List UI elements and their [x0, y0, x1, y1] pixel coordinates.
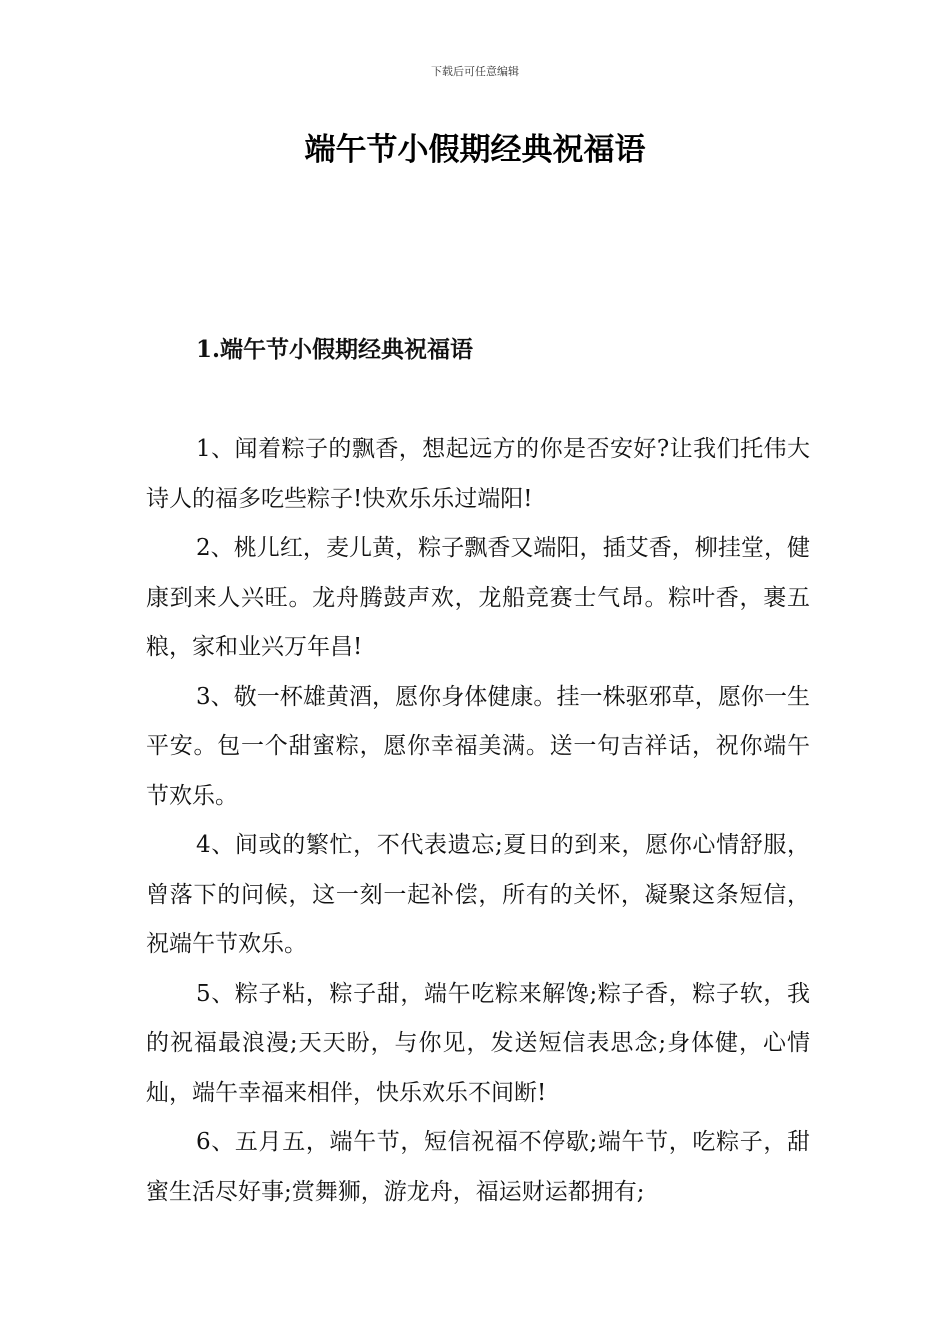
- paragraph-1: 1、闻着粽子的飘香，想起远方的你是否安好?让我们托伟大诗人的福多吃些粽子!快欢乐乐过端阳!: [146, 436, 810, 512]
- header-note: 下载后可任意编辑: [431, 65, 519, 78]
- paragraph-4: 4、间或的繁忙，不代表遗忘;夏日的到来，愿你心情舒服，曾落下的问候，这一刻一起补偿，所有的关怀，凝聚这条短信，祝端午节欢乐。: [146, 832, 810, 957]
- paragraph-5: 5、粽子粘，粽子甜，端午吃粽来解馋;粽子香，粽子软，我的祝福最浪漫;天天盼，与你见，发送短信表思念;身体健，心情灿，端午幸福来相伴，快乐欢乐不间断!: [146, 980, 810, 1106]
- document-body: [146, 425, 810, 1217]
- paragraph-3: 3、敬一杯雄黄酒，愿你身体健康。挂一株驱邪草，愿你一生平安。包一个甜蜜粽，愿你幸福美满。送一句吉祥话，祝你端午节欢乐。: [146, 683, 810, 809]
- document-title: 端午节小假期经典祝福语: [304, 132, 646, 168]
- paragraph-2: 2、桃儿红，麦儿黄，粽子飘香又端阳，插艾香，柳挂堂，健康到来人兴旺。龙舟腾鼓声欢，龙船竞赛士气昂。粽叶香，裹五粮，家和业兴万年昌!: [146, 535, 810, 660]
- section-heading: 1.端午节小假期经典祝福语: [196, 336, 474, 363]
- paragraph-6: 6、五月五，端午节，短信祝福不停歇;端午节，吃粽子，甜蜜生活尽好事;赏舞狮，游龙舟，福运财运都拥有;: [146, 1129, 810, 1205]
